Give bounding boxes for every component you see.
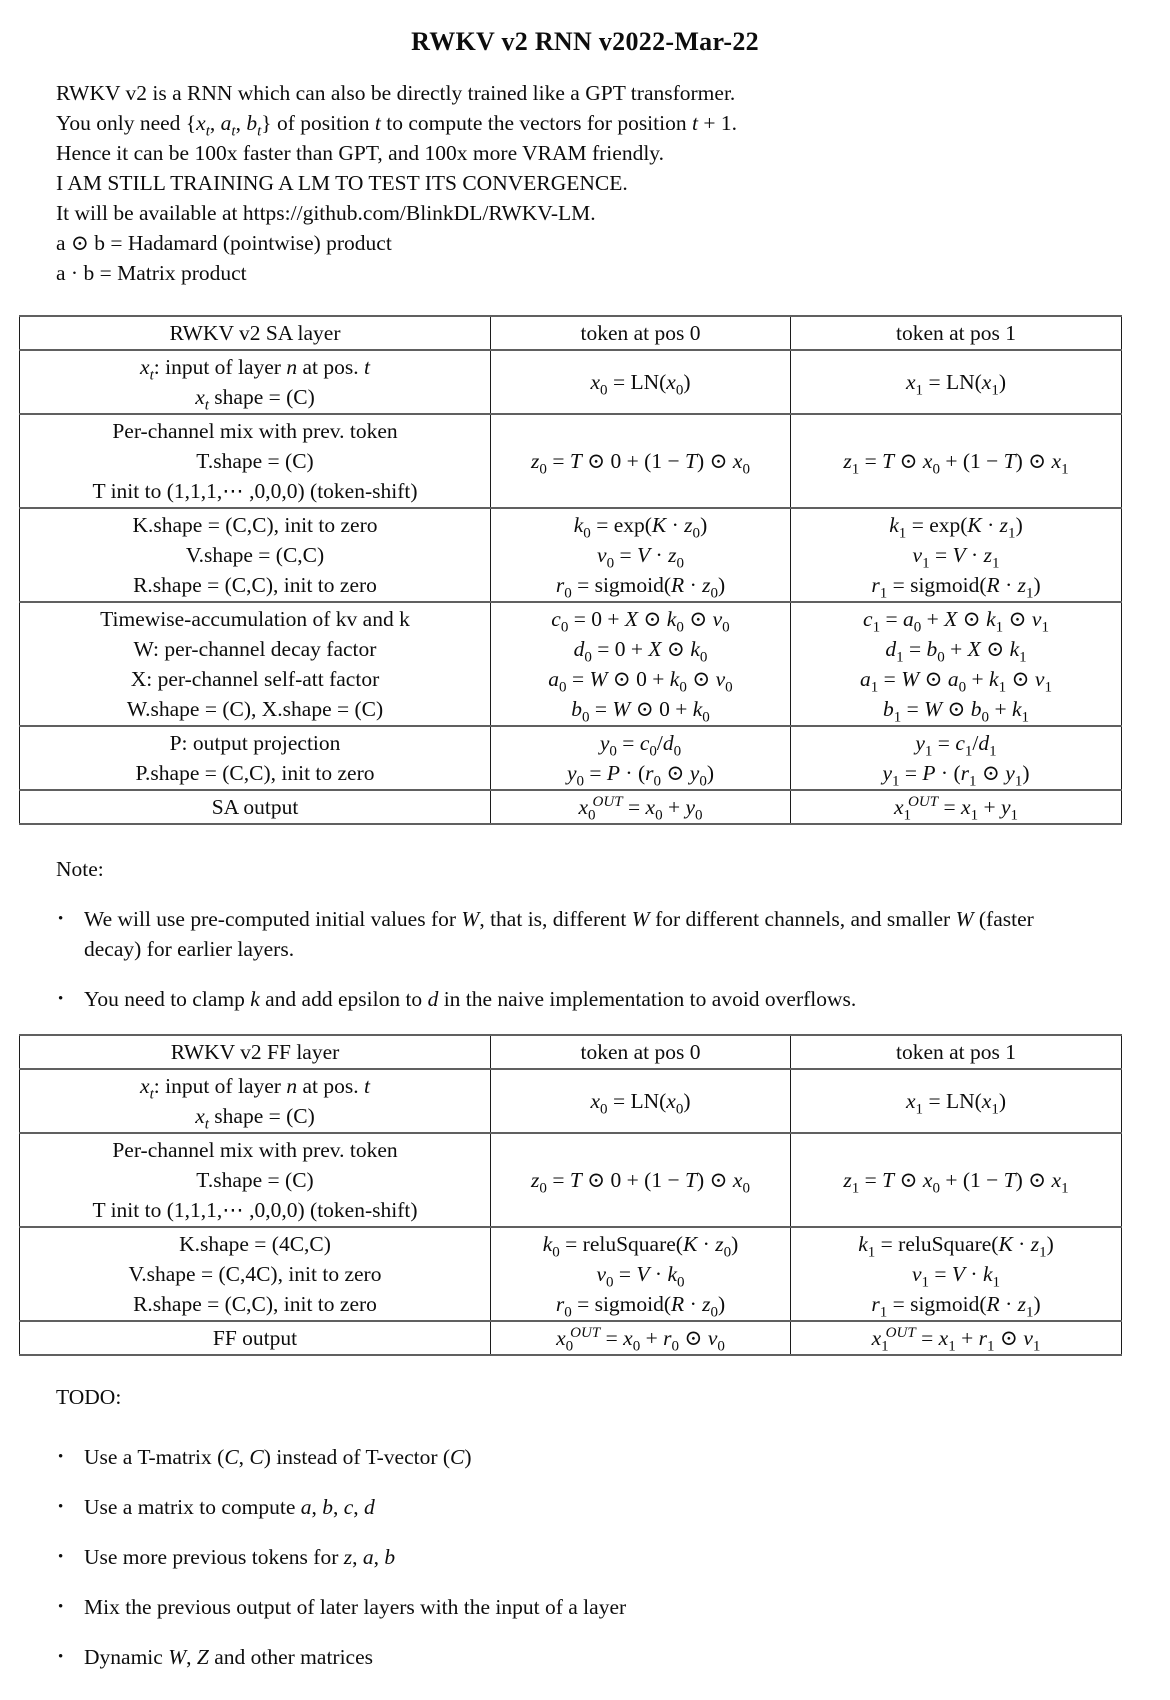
formula-line: $v_1 = V \cdot k_1$ (911, 1262, 1001, 1291)
sa-table-row-0 (20, 350, 1122, 414)
intro-line-0: RWKV v2 is a RNN which can also be directly trained like a GPT transformer. (56, 81, 736, 105)
formula-line: $z_0 = T$ ⊙ 0 + (1 − T) ⊙ $x_0$ (531, 1168, 750, 1197)
cell-text-line: W.shape = (C), X.shape = (C) (126, 697, 384, 721)
ff-table-header-pos0: token at pos 0 (491, 1035, 791, 1069)
sa-table-header-pos1: token at pos 1 (791, 316, 1122, 350)
cell-text-line: K.shape = (C,C), init to zero (132, 513, 378, 537)
ff-table-row-1 (20, 1133, 1122, 1227)
sa-layer-table (19, 315, 1122, 825)
ff-table-label-cell-1 (20, 1133, 491, 1227)
cell-text-line: V.shape = (C,4C), init to zero (128, 1262, 382, 1286)
formula-line: $r_0$ = sigmoid(R · $z_0$) (555, 1292, 726, 1321)
formula-line: $r_1$ = sigmoid(R · $z_1$) (871, 1292, 1041, 1321)
sa-table-pos0-cell-0 (491, 350, 791, 414)
sa-table-pos1-cell-4 (791, 726, 1122, 790)
sa-table-row-2 (20, 508, 1122, 602)
formula-line: $y_1 = c_1/d_1$ (915, 731, 997, 760)
cell-text-line: T.shape = (C) (196, 1168, 314, 1192)
sa-table-pos1-cell-3 (791, 602, 1122, 726)
formula-line: $k_0 = \exp(K \cdot z_0)$ (573, 513, 708, 542)
sa-table-pos1-cell-5 (791, 790, 1122, 824)
intro-line-4: It will be available at https://github.com/BlinkDL/RWKV-LM. (56, 201, 596, 225)
sa-table-row-3 (20, 602, 1122, 726)
cell-text-line: W: per-channel decay factor (133, 637, 377, 661)
formula-line: $z_0 = T$ ⊙ 0 + (1 − T) ⊙ $x_0$ (531, 449, 750, 478)
formula-line: $x_1 = LN(x_1)$ (905, 1089, 1007, 1118)
note-heading: Note: (56, 857, 104, 881)
formula-line: $x_1 = LN(x_1)$ (905, 370, 1007, 399)
sa-table-pos1-cell-0 (791, 350, 1122, 414)
sa-table-pos1-cell-1 (791, 414, 1122, 508)
cell-text-line: SA output (211, 795, 299, 819)
cell-text-line: $x_t$ shape = (C) (195, 1104, 315, 1133)
sa-table-pos0-cell-3 (491, 602, 791, 726)
ff-layer-table (19, 1034, 1122, 1356)
formula-line: $a_1 = W$ ⊙ $a_0 + k_1$ ⊙ $v_1$ (860, 667, 1052, 696)
sa-table-pos0-cell-5 (491, 790, 791, 824)
sa-table-label-cell-2 (20, 508, 491, 602)
ff-table-header-pos1: token at pos 1 (791, 1035, 1122, 1069)
formula-line: $k_1$ = reluSquare(K · $z_1$) (858, 1232, 1054, 1261)
ff-table-label-cell-0 (20, 1069, 491, 1133)
cell-text-line: R.shape = (C,C), init to zero (133, 1292, 377, 1316)
formula-line: $r_0$ = sigmoid(R · $z_0$) (555, 573, 726, 602)
formula-line: $k_0$ = reluSquare(K · $z_0$) (542, 1232, 739, 1261)
todo-bullet-4 (58, 1642, 1170, 1672)
formula-line: $v_0 = V \cdot z_0$ (597, 543, 684, 572)
cell-text-line: Timewise-accumulation of kv and k (100, 607, 410, 631)
ff-table-pos0-cell-1 (491, 1133, 791, 1227)
sa-table-row-1 (20, 414, 1122, 508)
ff-table-pos0-cell-0 (491, 1069, 791, 1133)
todo-bullet-text-3: Mix the previous output of later layers with the input of a layer (84, 1595, 627, 1619)
cell-text-line: Per-channel mix with prev. token (112, 1138, 398, 1162)
page-title: RWKV v2 RNN v2022-Mar-22 (411, 27, 759, 56)
sa-table-pos1-cell-2 (791, 508, 1122, 602)
cell-text-line: $x_t$: input of layer n at pos. t (140, 1074, 370, 1103)
sa-table-header-layer: RWKV v2 SA layer (20, 316, 491, 350)
cell-text-line: FF output (212, 1326, 298, 1350)
document-page (0, 26, 1170, 1700)
formula-line: $x_0^{OUT} = x_0 + r_0$ ⊙ $v_0$ (556, 1324, 725, 1355)
cell-text-line: Per-channel mix with prev. token (112, 419, 398, 443)
todo-list (0, 1442, 1170, 1672)
ff-table-pos0-cell-3 (491, 1321, 791, 1355)
cell-text-line: T init to (1,1,1,⋯ ,0,0,0) (token-shift) (92, 1198, 418, 1222)
sa-table-pos0-cell-2 (491, 508, 791, 602)
intro-paragraph (56, 78, 1140, 288)
formula-line: $z_1 = T$ ⊙ $x_0 + (1 - T)$ ⊙ $x_1$ (843, 1168, 1069, 1197)
bullet-icon: • (58, 1499, 64, 1515)
cell-text-line: $x_t$ shape = (C) (195, 385, 315, 414)
ff-table-pos0-cell-2 (491, 1227, 791, 1321)
todo-bullet-text-2: Use more previous tokens for z, a, b (84, 1545, 396, 1569)
sa-table-label-cell-4 (20, 726, 491, 790)
note-bullet-text-0: We will use pre-computed initial values for W, that is, different W for different channels, and smaller W (faster decay) for earlier layers. (84, 907, 1034, 961)
cell-text-line: T.shape = (C) (196, 449, 314, 473)
formula-line: $a_0 = W$ ⊙ $0 + k_0$ ⊙ $v_0$ (548, 667, 733, 696)
sa-table-header-pos0: token at pos 0 (491, 316, 791, 350)
ff-table-row-0 (20, 1069, 1122, 1133)
bullet-icon: • (58, 1549, 64, 1565)
sa-table-header-row (20, 316, 1122, 350)
todo-bullet-0 (58, 1442, 1170, 1472)
formula-line: $c_0 = 0 + X$ ⊙ $k_0$ ⊙ $v_0$ (551, 607, 730, 636)
sa-table-label-cell-5 (20, 790, 491, 824)
formula-line: $v_0 = V \cdot k_0$ (596, 1262, 685, 1291)
ff-table-pos1-cell-3 (791, 1321, 1122, 1355)
intro-line-1: You only need {$x_t$, $a_t$, $b_t$} of position t to compute the vectors for position t + 1. (56, 111, 737, 140)
todo-bullet-text-1: Use a matrix to compute a, b, c, d (84, 1495, 375, 1519)
cell-text-line: R.shape = (C,C), init to zero (133, 573, 377, 597)
ff-table-row-2 (20, 1227, 1122, 1321)
formula-line: $d_0 = 0 + X$ ⊙ $k_0$ (573, 637, 708, 666)
note-list (0, 904, 1170, 1014)
formula-line: $y_0 = P \cdot (r_0$ ⊙ $y_0$) (566, 761, 715, 790)
ff-table-row-3 (20, 1321, 1122, 1355)
sa-table-pos0-cell-4 (491, 726, 791, 790)
formula-line: $y_1 = P \cdot (r_1$ ⊙ $y_1$) (882, 761, 1030, 790)
cell-text-line: K.shape = (4C,C) (179, 1232, 331, 1256)
sa-table-pos0-cell-1 (491, 414, 791, 508)
todo-heading: TODO: (56, 1385, 122, 1409)
formula-line: $k_1 = \exp(K \cdot z_1)$ (889, 513, 1023, 542)
todo-bullet-3 (58, 1592, 1170, 1622)
sa-table-row-4 (20, 726, 1122, 790)
todo-bullet-1 (58, 1492, 1170, 1522)
ff-table-label-cell-3 (20, 1321, 491, 1355)
cell-text-line: X: per-channel self-att factor (130, 667, 380, 691)
intro-line-2: Hence it can be 100x faster than GPT, and 100x more VRAM friendly. (56, 141, 665, 165)
intro-line-6: a · b = Matrix product (56, 261, 247, 285)
cell-text-line: T init to (1,1,1,⋯ ,0,0,0) (token-shift) (92, 479, 418, 503)
ff-table-pos1-cell-2 (791, 1227, 1122, 1321)
todo-bullet-text-4: Dynamic W, Z and other matrices (84, 1645, 373, 1669)
formula-line: $x_0^{OUT} = x_0 + y_0$ (578, 793, 703, 824)
ff-table-header-layer: RWKV v2 FF layer (20, 1035, 491, 1069)
cell-text-line: $x_t$: input of layer n at pos. t (140, 355, 370, 384)
formula-line: $b_1 = W$ ⊙ $b_0 + k_1$ (882, 697, 1030, 726)
cell-text-line: P.shape = (C,C), init to zero (135, 761, 375, 785)
formula-line: $z_1 = T$ ⊙ $x_0 + (1 - T)$ ⊙ $x_1$ (843, 449, 1069, 478)
ff-table-label-cell-2 (20, 1227, 491, 1321)
bullet-icon: • (58, 991, 64, 1007)
cell-text-line: P: output projection (169, 731, 341, 755)
formula-line: $y_0 = c_0/d_0$ (599, 731, 682, 760)
formula-line: $x_0 = LN(x_0)$ (590, 370, 691, 399)
bullet-icon: • (58, 911, 64, 927)
formula-line: $r_1$ = sigmoid(R · $z_1$) (871, 573, 1041, 602)
ff-table-pos1-cell-1 (791, 1133, 1122, 1227)
cell-text-line: V.shape = (C,C) (185, 543, 325, 567)
ff-table-pos1-cell-0 (791, 1069, 1122, 1133)
sa-table-label-cell-3 (20, 602, 491, 726)
formula-line: $b_0 = W$ ⊙ $0 + k_0$ (571, 697, 710, 726)
note-bullet-0 (58, 904, 1170, 964)
todo-bullet-text-0: Use a T-matrix (C, C) instead of T-vector (C) (84, 1445, 472, 1469)
sa-table-label-cell-0 (20, 350, 491, 414)
formula-line: $x_1^{OUT} = x_1 + r_1$ ⊙ $v_1$ (871, 1324, 1041, 1355)
intro-line-5: a ⊙ b = Hadamard (pointwise) product (56, 231, 392, 255)
note-bullet-text-1: You need to clamp k and add epsilon to d in the naive implementation to avoid overflows. (84, 987, 857, 1011)
formula-line: $c_1 = a_0 + X$ ⊙ $k_1$ ⊙ $v_1$ (863, 607, 1049, 636)
bullet-icon: • (58, 1449, 64, 1465)
intro-line-3: I AM STILL TRAINING A LM TO TEST ITS CONVERGENCE. (56, 171, 628, 195)
formula-line: $d_1 = b_0 + X$ ⊙ $k_1$ (885, 637, 1027, 666)
sa-table-label-cell-1 (20, 414, 491, 508)
formula-line: $v_1 = V \cdot z_1$ (912, 543, 1000, 572)
note-bullet-1 (58, 984, 1170, 1014)
bullet-icon: • (58, 1649, 64, 1665)
bullet-icon: • (58, 1599, 64, 1615)
formula-line: $x_0 = LN(x_0)$ (590, 1089, 691, 1118)
ff-table-header-row (20, 1035, 1122, 1069)
formula-line: $x_1^{OUT} = x_1 + y_1$ (893, 793, 1019, 824)
sa-table-row-5 (20, 790, 1122, 824)
todo-bullet-2 (58, 1542, 1170, 1572)
